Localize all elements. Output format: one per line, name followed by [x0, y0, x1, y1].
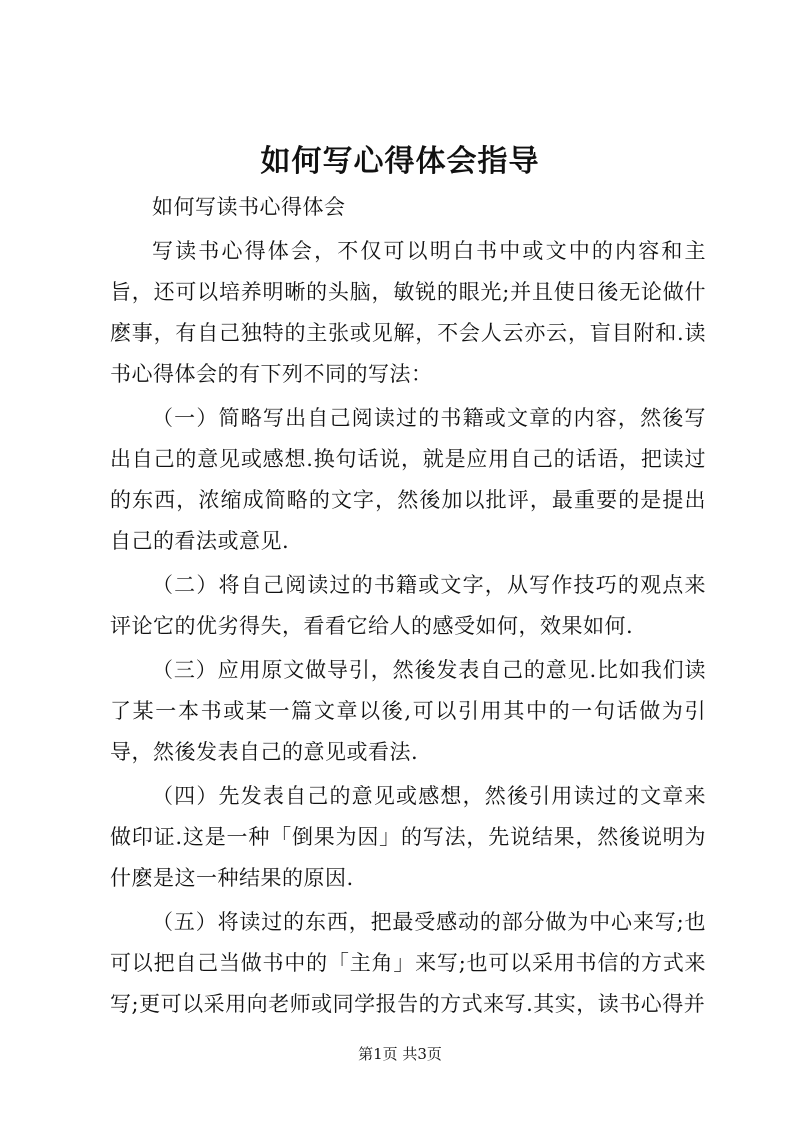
paragraph-intro: 写读书心得体会，不仅可以明白书中或文中的内容和主旨，还可以培养明晰的头脑，敏锐的眼光;并且使日後无论做什麽事，有自己独特的主张或见解，不会人云亦云，盲目附和.读书心得体会的有下列不同的写法：: [110, 239, 706, 386]
paragraph-method-5: （五）将读过的东西，把最受感动的部分做为中心来写;也可以把自己当做书中的「主角」来写;也可以采用书信的方式来写;更可以采用向老师或同学报告的方式来写.其实，读书心得并: [110, 910, 706, 1016]
document-title: 如何写心得体会指导: [260, 144, 540, 179]
paragraph-method-2: （二）将自己阅读过的书籍或文字，从写作技巧的观点来评论它的优劣得失，看看它给人的感受如何，效果如何.: [110, 573, 706, 638]
document-body: [110, 186, 706, 1025]
paragraph-method-1: （一）简略写出自己阅读过的书籍或文章的内容，然後写出自己的意见或感想.换句话说，就是应用自己的话语，把读过的东西，浓缩成简略的文字，然後加以批评，最重要的是提出自己的看法或意见.: [110, 406, 706, 553]
page-footer: 第1页 共3页: [358, 1045, 442, 1063]
paragraph-method-3: （三）应用原文做导引，然後发表自己的意见.比如我们读了某一本书或某一篇文章以後,可以引用其中的一句话做为引导，然後发表自己的意见或看法.: [110, 658, 706, 764]
section-subtitle: 如何写读书心得体会: [152, 195, 346, 219]
paragraph-method-4: （四）先发表自己的意见或感想，然後引用读过的文章来做印证.这是一种「倒果为因」的写法，先说结果，然後说明为什麽是这一种结果的原因.: [110, 784, 706, 890]
